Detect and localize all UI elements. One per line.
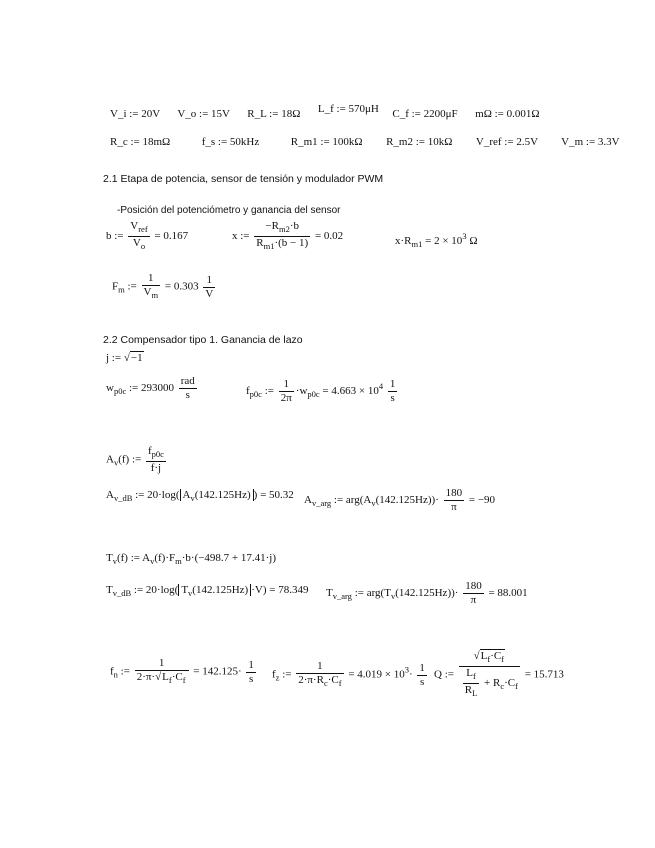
param-rm1: R_m1 := 100kΩ [290,136,363,148]
eq-av-arg: $A_{v\_arg}$ := $arg(A_v(142.125Hz))\cdot$ $\frac{180}{\pi}$ = −90 [304,487,496,513]
result-tv-db: 78.349 [278,584,309,596]
eq-q: Q := $√L_f\cdot C_f$ $\frac{L_f}{R_L}$ + $R_c\cdot C_f$ = 15.713 [434,650,564,698]
tv-constant: (−498.7 + 17.41·j) [194,552,277,564]
eq-x: x := $\frac{-R_{m2}\cdot b}{R_{m1}\cdot(b - 1)}$ = 0.02 [232,220,344,251]
result-xrm1: 2 × 10 [434,235,463,247]
param-mohm: mΩ := 0.001Ω [475,108,540,120]
param-vo: V_o := 15V [177,108,230,120]
result-q: 15.713 [533,668,564,681]
param-row-2 [110,136,620,148]
result-wp0c: 293000 [141,382,174,395]
param-vm: V_m := 3.3V [561,136,620,148]
param-rc: R_c := 18mΩ [110,136,171,148]
param-rl: R_L := 18Ω [247,108,301,120]
result-fp0c: 4.663 × 10 [331,385,379,398]
result-fz: 4.019 × 10 [357,668,405,681]
section-2-1-subtitle: -Posición del potenciómetro y ganancia del sensor [117,205,341,216]
eq-av-db: $A_{v\_dB}$ := 20·log( $A_v(142.125Hz)$ ) = 50.32 [106,489,294,503]
param-cf: C_f := 2200μF [392,108,458,120]
eq-fp0c: $f_{p0c}$ := $\frac{1}{2\pi}$ $\cdot w_{p0c} = 4.663 \times 10^4$ $\frac{1}{s}$ [246,378,396,404]
eq-wp0c: $w_{p0c}$ := 293000 $\frac{\text{rad}}{s}$ [106,375,195,401]
eq-tv: $T_v(f)$ := $A_v(f)\cdot F_m\cdot b\cdot(-498.7 + 17.41\cdot j)$ [106,552,277,566]
eq-fm: $F_m$ := $\frac{1}{V_m}$ = 0.303 $\frac{1}{V}$ [112,272,214,300]
param-row-1 [110,103,540,120]
eq-tv-arg: $T_{v\_arg}$ := $arg(T_v(142.125Hz))\cdot$ $\frac{180}{\pi}$ = 88.001 [326,580,528,606]
eq-fn: $f_n$ := $\frac{1}{2\cdot\pi\cdot√L_f\cdot C_f}$ = 142.125· $\frac{1}{s}$ [110,657,254,685]
result-tv-arg: 88.001 [497,587,528,600]
result-b: 0.167 [163,230,189,243]
param-lf: L_f := 570μH [317,103,379,115]
eq-j: j := √−1 [106,352,143,364]
section-2-1-title: 2.1 Etapa de potencia, sensor de tensión y modulador PWM [103,173,384,185]
eq-tv-db: $T_{v\_dB}$ := 20·log( $T_v(142.125Hz) \cdot V) = 78.349$ [106,584,309,598]
eq-x-rm1: $x\cdot R_{m1} = 2 \times 10^3$ Ω [395,231,478,249]
result-x: 0.02 [323,230,344,243]
param-vi: V_i := 20V [110,108,161,120]
param-fs: f_s := 50kHz [201,136,260,148]
eq-fz: $f_z$ := $\frac{1}{2\cdot\pi\cdot R_c\cdot C_f}$ = $4.019 \times 10^3\cdot$ $\frac{1}{s}$ [272,660,425,688]
result-av-arg: −90 [477,494,496,507]
result-fm: 0.303 [173,280,199,293]
section-2-2-title: 2.2 Compensador tipo 1. Ganancia de lazo [103,334,303,346]
eq-b: b := $\frac{V_{ref}}{V_o}$ = 0.167 [106,220,189,251]
eq-av: $A_v(f)$ := $\frac{f_{p0c}}{f\cdot j}$ [106,445,164,474]
param-vref: V_ref := 2.5V [475,136,538,148]
result-av-db: 50.32 [269,489,294,501]
result-fn: 142.125 [202,665,238,678]
param-rm2: R_m2 := 10kΩ [386,136,453,148]
